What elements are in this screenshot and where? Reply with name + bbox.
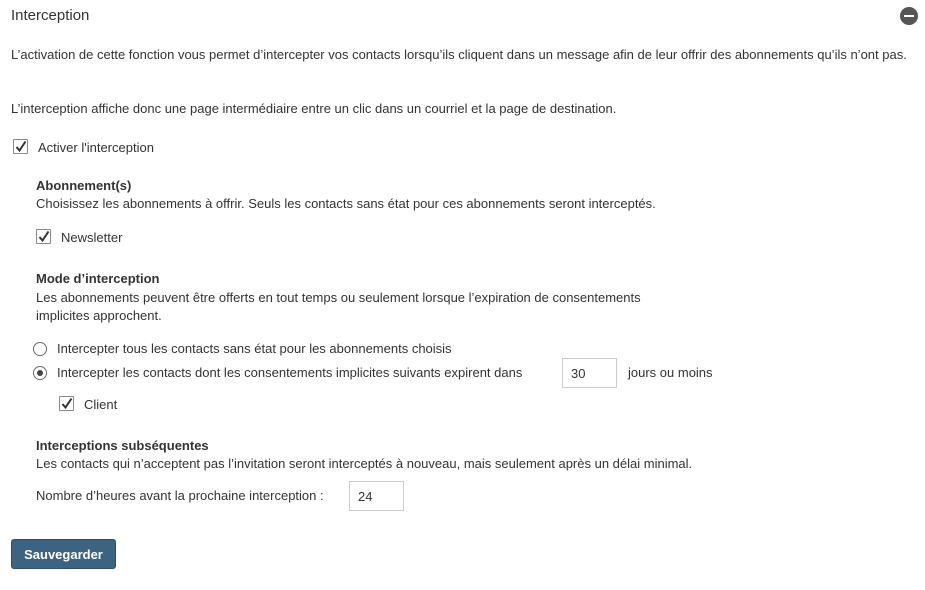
mode-description: Les abonnements peuvent être offerts en tout temps ou seulement lorsque l’expiration de consentements implicites approchent. — [36, 290, 641, 323]
subscriptions-description: Choisissez les abonnements à offrir. Seuls les contacts sans état pour ces abonnements seront interceptés. — [36, 196, 656, 211]
subscription-newsletter-checkbox[interactable] — [36, 229, 51, 244]
checkmark-icon — [61, 397, 73, 410]
panel-title: Interception — [11, 7, 90, 24]
save-button[interactable]: Sauvegarder — [11, 539, 116, 569]
subsequent-description: Les contacts qui n’acceptent pas l’invitation seront interceptés à nouveau, mais seulement après un délai minimal. — [36, 456, 693, 471]
consent-client-checkbox[interactable] — [59, 396, 74, 411]
checkmark-icon — [38, 230, 50, 243]
panel-description: L’activation de cette fonction vous permet d’intercepter vos contacts lorsqu’ils cliquent dans un message afin de leur offrir des abonnements qu’ils n’ont pas. — [11, 47, 907, 62]
hours-label: Nombre d’heures avant la prochaine interception : — [36, 488, 324, 503]
mode-expiring-radio[interactable] — [33, 366, 47, 380]
subscriptions-heading: Abonnement(s) — [36, 178, 132, 193]
hours-input[interactable] — [349, 481, 404, 511]
mode-expiring-label[interactable]: Intercepter les contacts dont les consentements implicites suivants expirent dans — [57, 365, 523, 380]
collapse-icon[interactable] — [900, 7, 918, 25]
subsequent-heading: Interceptions subséquentes — [36, 438, 209, 453]
mode-all-radio[interactable] — [33, 342, 47, 356]
subscription-newsletter-label[interactable]: Newsletter — [61, 230, 123, 245]
activate-interception-label[interactable]: Activer l'interception — [38, 140, 154, 155]
mode-heading: Mode d’interception — [36, 271, 160, 286]
panel-description-2: L’interception affiche donc une page intermédiaire entre un clic dans un courriel et la page de destination. — [11, 101, 617, 116]
days-input[interactable] — [562, 358, 617, 388]
checkmark-icon — [15, 140, 27, 153]
activate-interception-checkbox[interactable] — [13, 139, 28, 154]
days-suffix: jours ou moins — [628, 365, 713, 380]
consent-client-label[interactable]: Client — [84, 397, 118, 412]
mode-all-label[interactable]: Intercepter tous les contacts sans état pour les abonnements choisis — [57, 341, 452, 356]
